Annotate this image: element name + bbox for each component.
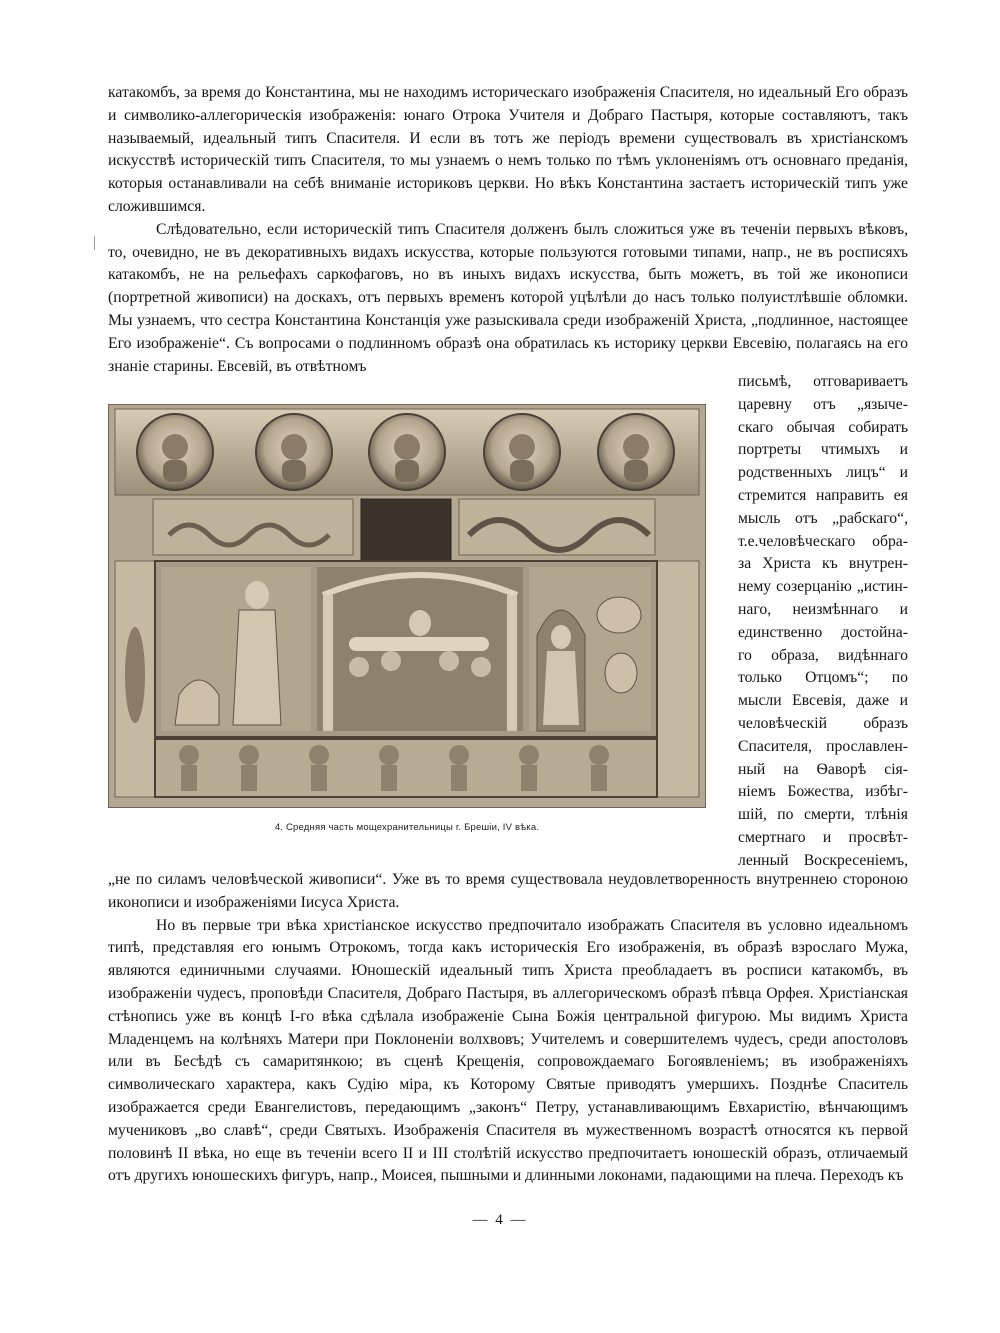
side-line: шій, по смерти, тлѣнія — [738, 806, 908, 824]
side-line: стремится направить ея — [738, 486, 908, 504]
relief-scene — [161, 567, 651, 731]
side-line: человѣческій образъ — [738, 714, 908, 732]
side-line: ный на Ѳаворѣ сія- — [738, 760, 908, 778]
side-column — [738, 371, 908, 873]
side-line: го образа, видѣннаго — [738, 646, 908, 664]
side-line: Спасителя, прославлен- — [738, 737, 908, 755]
side-line: за Христа къ внутрен- — [738, 555, 908, 573]
side-line: мысли Евсевія, даже и — [738, 692, 908, 710]
side-line: портреты чтимыхъ и — [738, 441, 908, 459]
side-line: только Отцомъ“; по — [738, 669, 908, 687]
side-line: нему созерцанію „истин- — [738, 578, 908, 596]
text-block-bottom — [108, 869, 908, 1188]
side-line: ніемъ Божества, избѣг- — [738, 783, 908, 801]
paragraph-2-continued: „не по силамъ человѣческой живописи“. Уже въ то время существовала неудовлетворенность внутреннею стороною иконописи и изображеніями Іисуса Христа. — [108, 871, 908, 911]
side-line: наго, неизмѣннаго и — [738, 600, 908, 618]
side-line: смертнаго и просвѣт- — [738, 828, 908, 846]
side-line: письмѣ, отговариваетъ — [738, 373, 908, 390]
side-line: родственныхъ лицъ“ и — [738, 464, 908, 482]
paragraph-2: Слѣдовательно, если историческій типъ Спасителя долженъ былъ сложиться уже въ теченіи первыхъ вѣковъ, то, очевидно, не въ декоративныхъ видахъ искусства, которые пользуются готовыми типами, напр., не въ росписяхъ катакомбъ, не на рельефахъ саркофаговъ, но въ иныхъ видахъ искусства, быть можетъ, въ той же иконописи (портретной живописи) на доскахъ, отъ первыхъ временъ которой уцѣлѣли до насъ только полуистлѣвшіе обломки. Мы узнаемъ, что сестра Константина Констанція уже разыскивала среди изображеній Христа, „подлинное, настоящее Его изображеніе“. Съ вопросами о подлинномъ образѣ она обратилась къ историку церкви Евсевію, полагаясь на его знаніе старины. Евсевій, въ отвѣтномъ — [108, 220, 908, 375]
side-line: царевну отъ „языче- — [738, 395, 908, 413]
side-line: единственно достойна- — [738, 623, 908, 641]
paragraph-1: катакомбъ, за время до Константина, мы не находимъ историческаго изображенія Спасителя, но идеальный Его образъ и символико-аллегорическія изображенія: юнаго Отрока Учителя и Добраго Пастыря, которые составляютъ, такъ называемый, идеальный типъ Спасителя. И если въ тотъ же періодъ времени существовалъ въ христіанскомъ искусствѣ историческій типъ Спасителя, то мы узнаемъ о немъ только по тѣмъ уклоненіямъ отъ основнаго преданія, которыя останавливали на себѣ вниманіе историковъ церкви. Но вѣкъ Константина застаетъ историческій типъ уже сложившимся. — [108, 84, 908, 215]
side-line: скаго обычая собирать — [738, 418, 908, 436]
side-line: мысль отъ „рабскаго“, — [738, 509, 908, 527]
paragraph-3: Но въ первые три вѣка христіанское искусство предпочитало изображать Спасителя въ условно идеальномъ типѣ, представляя его юнымъ Отрокомъ, тогда какъ историческія Его изображенія, въ образѣ взрослаго Мужа, являются единичными случаями. Юношескій идеальный типъ Христа преобладаетъ въ росписи катакомбъ, въ изображеніи чудесъ, проповѣди Спасителя, Добраго Пастыря, въ аллегорическомъ образѣ пѣвца Орфея. Христіанская стѣнопись уже въ концѣ І-го вѣка сдѣлала изображеніе Сына Божія центральной фигурою. Мы видимъ Христа Младенцемъ на колѣняхъ Матери при Поклоненіи волхвовъ; Учителемъ и совершителемъ чудесъ, среди апостоловъ или въ Бесѣдѣ съ самаритянкою; въ сценѣ Крещенія, сопровождаемаго Богоявленіемъ; въ изображеніяхъ символическаго характера, какъ Судію міра, къ Которому Святые приводятъ умершихъ. Позднѣе Спаситель изображается среди Евангелистовъ, передающимъ „законъ“ Петру, устанавливающимъ Евхаристію, вѣнчающимъ мучениковъ „во славѣ“, среди Святыхъ. Изображенія Спасителя въ мужественномъ возрастѣ относятся къ первой половинѣ II вѣка, но еще въ теченіи всего II и III столѣтій искусство предпочитаетъ юношескій образъ, отличаемый отъ другихъ юношескихъ фигуръ, напр., Моисея, пышными и длинными локонами, падающими на плеча. Переходъ къ — [108, 916, 908, 1185]
figure-caption: 4. Средняя часть мощехранительницы г. Брешіи, IV вѣка. — [274, 822, 540, 833]
side-line: ленный Воскресеніемъ, — [738, 851, 908, 869]
margin-mark — [94, 236, 95, 250]
side-line: т.е.человѣческаго обра- — [738, 532, 908, 550]
reliquary-photo — [108, 404, 706, 808]
page-number: — 4 — — [472, 1212, 528, 1228]
text-block-top — [108, 82, 908, 378]
